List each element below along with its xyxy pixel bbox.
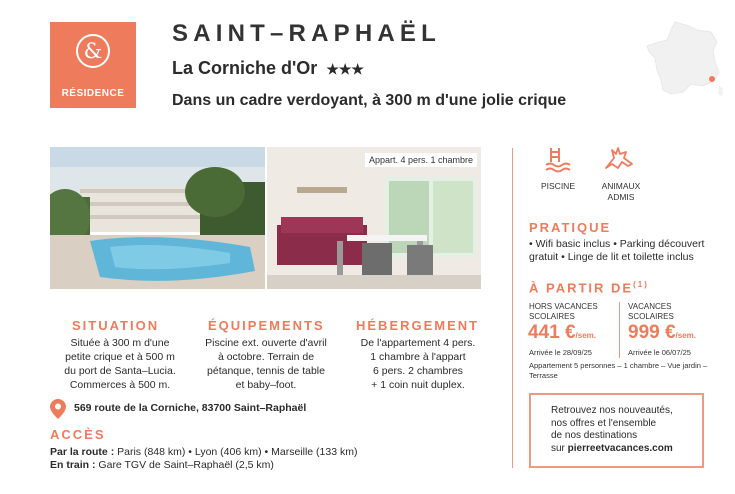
hebergement-text	[348, 336, 488, 392]
off-season-price	[528, 322, 596, 344]
city-title: SAINT–RAPHAËL	[172, 20, 441, 47]
prices-title-text: À PARTIR DE	[529, 280, 634, 296]
hebergement-title: HÉBERGEMENT	[356, 318, 480, 333]
equipements-line: et baby–foot.	[235, 379, 297, 391]
hebergement-line: 1 chambre à l'appart	[370, 351, 466, 363]
acces-route-text: Paris (848 km) • Lyon (406 km) • Marseille (133 km)	[114, 446, 358, 458]
situation-line: petite crique et à 500 m	[65, 351, 175, 363]
promo-line-prefix: sur	[551, 442, 568, 454]
situation-text	[52, 336, 188, 392]
school-holiday-heading-line: SCOLAIRES	[628, 312, 674, 321]
acces-train-text: Gare TGV de Saint–Raphaël (2,5 km)	[95, 459, 274, 471]
residence-name-text: La Corniche d'Or	[172, 58, 318, 78]
price-note-line: Terrasse	[529, 371, 558, 380]
pratique-line: gratuit • Linge de lit et toilette inclus	[529, 251, 694, 263]
school-holiday-heading-line: VACANCES	[628, 302, 672, 311]
situation-line: du port de Santa–Lucia.	[64, 365, 176, 377]
residence-logo	[50, 22, 136, 108]
equipements-title: ÉQUIPEMENTS	[208, 318, 325, 333]
amenity-label-animaux	[588, 181, 654, 203]
school-holiday-price-value: 999 €	[628, 322, 676, 343]
off-season-heading-line: SCOLAIRES	[529, 312, 575, 321]
pratique-text	[529, 238, 704, 264]
promo-box	[529, 393, 704, 468]
prices-title	[529, 280, 649, 295]
address: 569 route de la Corniche, 83700 Saint–Raphaël	[74, 402, 307, 414]
price-note-line: Appartement 5 personnes – 1 chambre – Vue jardin –	[529, 361, 708, 370]
location-pin-icon	[50, 399, 66, 419]
off-season-arrival: Arrivée le 28/09/25	[529, 348, 592, 357]
equipements-text	[196, 336, 336, 392]
acces-route-label: Par la route :	[50, 446, 115, 458]
school-holiday-heading	[628, 302, 674, 322]
situation-line: Située à 300 m d'une	[70, 337, 170, 349]
france-map-icon	[645, 20, 725, 102]
off-season-heading	[529, 302, 598, 322]
promo-line: Retrouvez nos nouveautés,	[551, 405, 673, 416]
logo-label: RÉSIDENCE	[61, 88, 125, 99]
off-season-price-value: 441 €	[528, 322, 576, 343]
equipements-line: à octobre. Terrain de	[217, 351, 315, 363]
residence-name	[172, 58, 364, 79]
acces-train-label: En train :	[50, 459, 96, 471]
promo-line: nos offres et l'ensemble	[551, 417, 657, 429]
pool-icon	[545, 146, 571, 174]
price-divider	[619, 302, 620, 358]
acces-train	[50, 459, 274, 471]
apartment-photo	[267, 147, 481, 289]
school-holiday-arrival: Arrivée le 06/07/25	[628, 348, 691, 357]
column-divider	[512, 148, 513, 468]
amenity-label-piscine: PISCINE	[540, 181, 575, 191]
promo-line: de nos destinations	[551, 430, 638, 441]
acces-route	[50, 446, 357, 458]
logo-glyph: &	[83, 39, 103, 63]
amenity-label-line: ADMIS	[607, 192, 635, 202]
hebergement-line: De l'appartement 4 pers.	[360, 337, 476, 349]
acces-title: ACCÈS	[50, 427, 106, 442]
pratique-line: • Wifi basic inclus • Parking découvert	[529, 238, 705, 250]
star-rating: ★★★	[326, 61, 364, 77]
school-holiday-price	[628, 322, 696, 344]
amenity-label-line: ANIMAUX	[601, 181, 641, 191]
equipements-line: Piscine ext. ouverte d'avril	[205, 337, 327, 349]
situation-title: SITUATION	[72, 318, 160, 333]
pool-photo	[50, 147, 265, 289]
pratique-title: PRATIQUE	[529, 220, 612, 235]
website-link[interactable]: pierreetvacances.com	[567, 442, 673, 454]
prices-footnote-ref: (1)	[633, 280, 649, 289]
situation-line: Commerces à 500 m.	[69, 379, 171, 391]
location-marker-icon	[709, 76, 715, 82]
hebergement-line: 6 pers. 2 chambres	[373, 365, 463, 377]
photo-caption: Appart. 4 pers. 1 chambre	[365, 153, 477, 167]
tagline: Dans un cadre verdoyant, à 300 m d'une jolie crique	[172, 92, 567, 109]
off-season-heading-line: HORS VACANCES	[529, 302, 598, 311]
school-holiday-price-unit: /sem.	[675, 331, 697, 340]
hebergement-line: + 1 coin nuit duplex.	[371, 379, 465, 391]
promo-text	[551, 405, 673, 455]
off-season-price-unit: /sem.	[575, 331, 597, 340]
price-note	[529, 361, 707, 381]
pet-icon	[602, 144, 636, 174]
equipements-line: pétanque, tennis de table	[207, 365, 325, 377]
